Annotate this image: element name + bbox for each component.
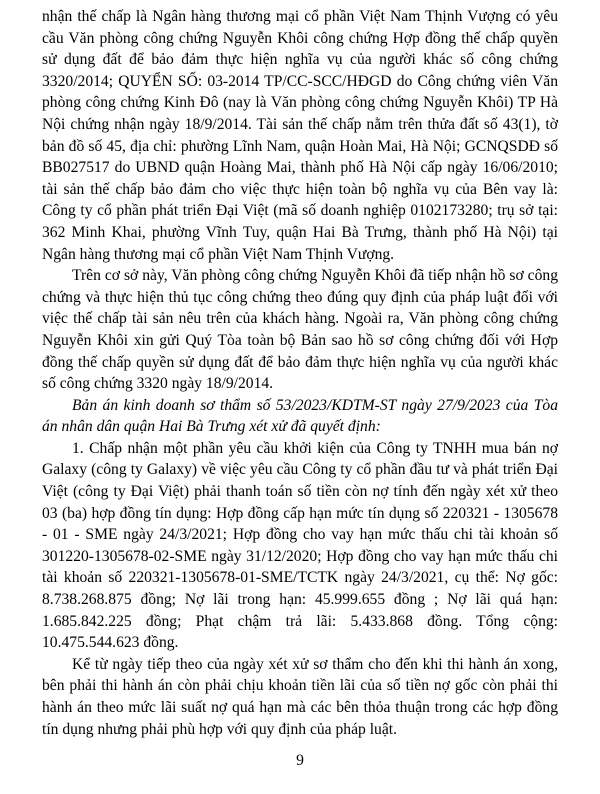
paragraph-mortgage-request: nhận thế chấp là Ngân hàng thương mại cổ phần Việt Nam Thịnh Vượng có yêu cầu Văn phòng công chứng Nguyễn Khôi công chứng Hợp đồng thế chấp quyền sử dụng đất để bảo đảm thực hiện nghĩa vụ của người khác số công chứng 3320/2014; QUYỂN SỐ: 03-2014 TP/CC-SCC/HĐGD do Công chứng viên Văn phòng công chứng Kinh Đô (nay là Văn phòng công chứng Nguyễn Khôi) TP Hà Nội chứng nhận ngày 18/9/2014. Tài sản thế chấp nằm trên thửa đất số 43(1), tờ bản đồ số 45, địa chỉ: phường Lĩnh Nam, quận Hoàn Mai, Hà Nội; GCNQSDĐ số BB027517 do UBND quận Hoàng Mai, thành phố Hà Nội cấp ngày 16/06/2010; tài sản thế chấp bảo đảm cho việc thực hiện toàn bộ nghĩa vụ của Bên vay là: Công ty cổ phần phát triển Đại Việt (mã số doanh nghiệp 0102173280; trụ sở tại: 362 Minh Khai, phường Vĩnh Tuy, quận Hai Bà Trưng, thành phố Hà Nội) tại Ngân hàng thương mại cổ phần Việt Nam Thịnh Vượng.: [42, 8, 558, 263]
paragraph-interest-clause: Kể từ ngày tiếp theo của ngày xét xử sơ thẩm cho đến khi thi hành án xong, bên phải thi hành án còn phải chịu khoản tiền lãi của số tiền nợ gốc còn phải thi hành án theo mức lãi suất nợ quá hạn mà các bên thỏa thuận trong các hợp đồng tín dụng nhưng phải phù hợp với quy định của pháp luật.: [42, 655, 558, 738]
paragraph-notary-response: Trên cơ sở này, Văn phòng công chứng Nguyễn Khôi đã tiếp nhận hồ sơ công chứng và thực hiện thủ tục công chứng theo đúng quy định của pháp luật đối với việc thế chấp tài sản nêu trên của khách hàng. Ngoài ra, Văn phòng công chứng Nguyễn Khôi xin gửi Quý Tòa toàn bộ Bản sao hồ sơ công chứng đối với Hợp đồng thế chấp quyền sử dụng đất để bảo đảm thực hiện nghĩa vụ của người khác số công chứng 3320 ngày 18/9/2014.: [42, 267, 558, 393]
paragraph-judgment-heading: Bản án kinh doanh sơ thẩm số 53/2023/KDTM-ST ngày 27/9/2023 của Tòa án nhân dân quận Hai Bà Trưng xét xử đã quyết định:: [42, 396, 558, 436]
page-number: 9: [296, 752, 304, 769]
paragraph-decision-item-1: 1. Chấp nhận một phần yêu cầu khởi kiện của Công ty TNHH mua bán nợ Galaxy (công ty Galaxy) về việc yêu cầu Công ty cổ phần đầu tư và phát triển Đại Việt (công ty Đại Việt) phải thanh toán số tiền còn nợ tính đến ngày xét xử theo 03 (ba) hợp đồng tín dụng: Hợp đồng cấp hạn mức tín dụng số 220321 - 1305678 - 01 - SME ngày 24/3/2021; Hợp đồng cho vay hạn mức thấu chi tài khoản số 301220-1305678-02-SME ngày 31/12/2020; Hợp đồng cho vay hạn mức thấu chi tài khoản số 220321-1305678-01-SME/TCTK ngày 24/3/2021, cụ thể: Nợ gốc: 8.738.268.875 đồng; Nợ lãi trong hạn: 45.999.655 đồng ; Nợ lãi quá hạn: 1.685.842.225 đồng; Phạt chậm trả lãi: 5.433.868 đồng. Tổng cộng: 10.475.544.623 đồng.: [42, 439, 558, 652]
